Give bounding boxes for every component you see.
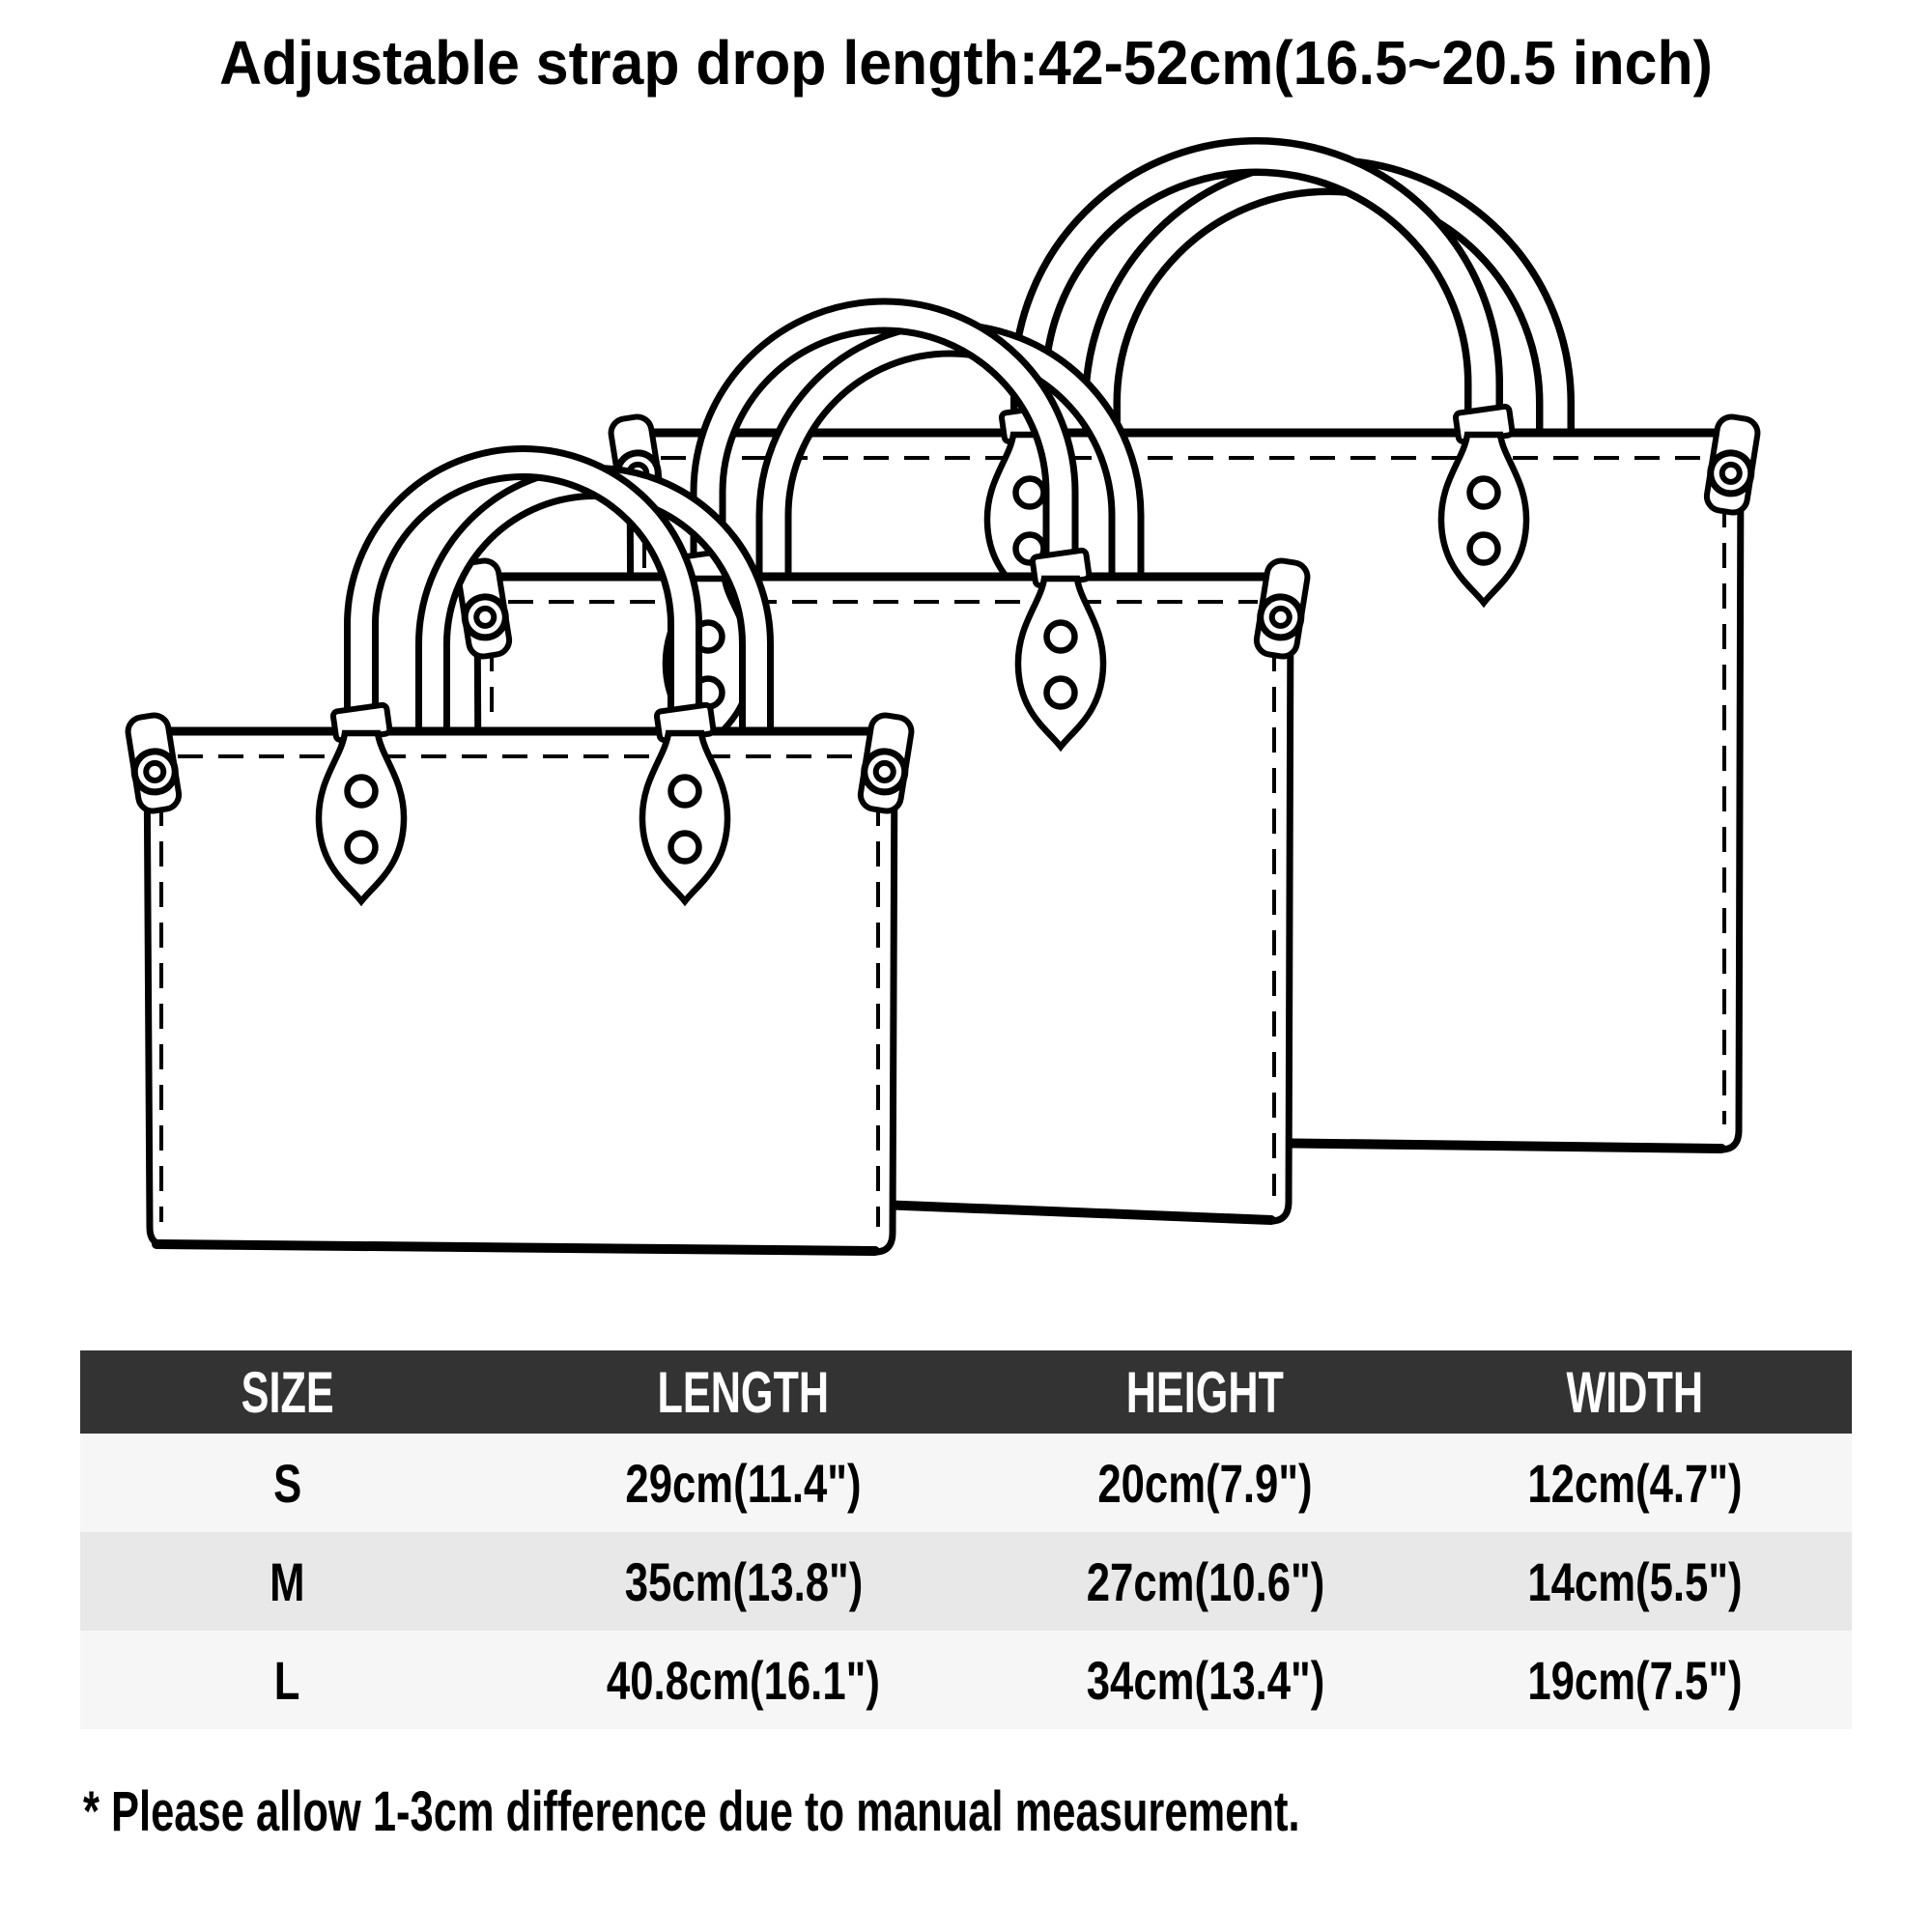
table-row-m (80, 1532, 1852, 1631)
header-width: WIDTH (1566, 1359, 1704, 1425)
rivet-icon (671, 834, 699, 862)
rivet-icon (1047, 623, 1075, 651)
size-table-header (80, 1350, 1852, 1434)
table-row-s (80, 1434, 1852, 1532)
row-m-length: 35cm(13.8") (624, 1550, 864, 1612)
bag-body (147, 731, 895, 1252)
measurement-note: * Please allow 1-3cm difference due to manual measurement. (83, 1780, 1300, 1843)
rivet-icon (348, 834, 376, 862)
row-l-height: 34cm(13.4") (1086, 1649, 1324, 1711)
row-l-length: 40.8cm(16.1") (607, 1649, 881, 1711)
rivet-icon (1470, 479, 1498, 507)
rivet-icon (1016, 479, 1044, 507)
row-l-size: L (274, 1649, 300, 1711)
header-height: HEIGHT (1125, 1359, 1285, 1425)
row-m-width: 14cm(5.5") (1527, 1550, 1743, 1612)
header-size: SIZE (241, 1359, 334, 1425)
row-s-length: 29cm(11.4") (625, 1452, 862, 1514)
size-table (80, 1350, 1852, 1729)
header-length: LENGTH (658, 1359, 830, 1425)
row-s-size: S (273, 1452, 302, 1514)
rivet-icon (348, 778, 376, 806)
rivet-icon (1047, 679, 1075, 707)
table-row-l (80, 1631, 1852, 1729)
rivet-icon (1470, 535, 1498, 563)
page-title: Adjustable strap drop length:42-52cm(16.5~20.5 inch) (219, 28, 1713, 98)
row-s-width: 12cm(4.7") (1527, 1452, 1743, 1514)
row-m-height: 27cm(10.6") (1086, 1550, 1324, 1612)
row-m-size: M (270, 1550, 305, 1612)
rivet-icon (671, 778, 699, 806)
row-l-width: 19cm(7.5") (1527, 1649, 1743, 1711)
row-s-height: 20cm(7.9") (1097, 1452, 1313, 1514)
